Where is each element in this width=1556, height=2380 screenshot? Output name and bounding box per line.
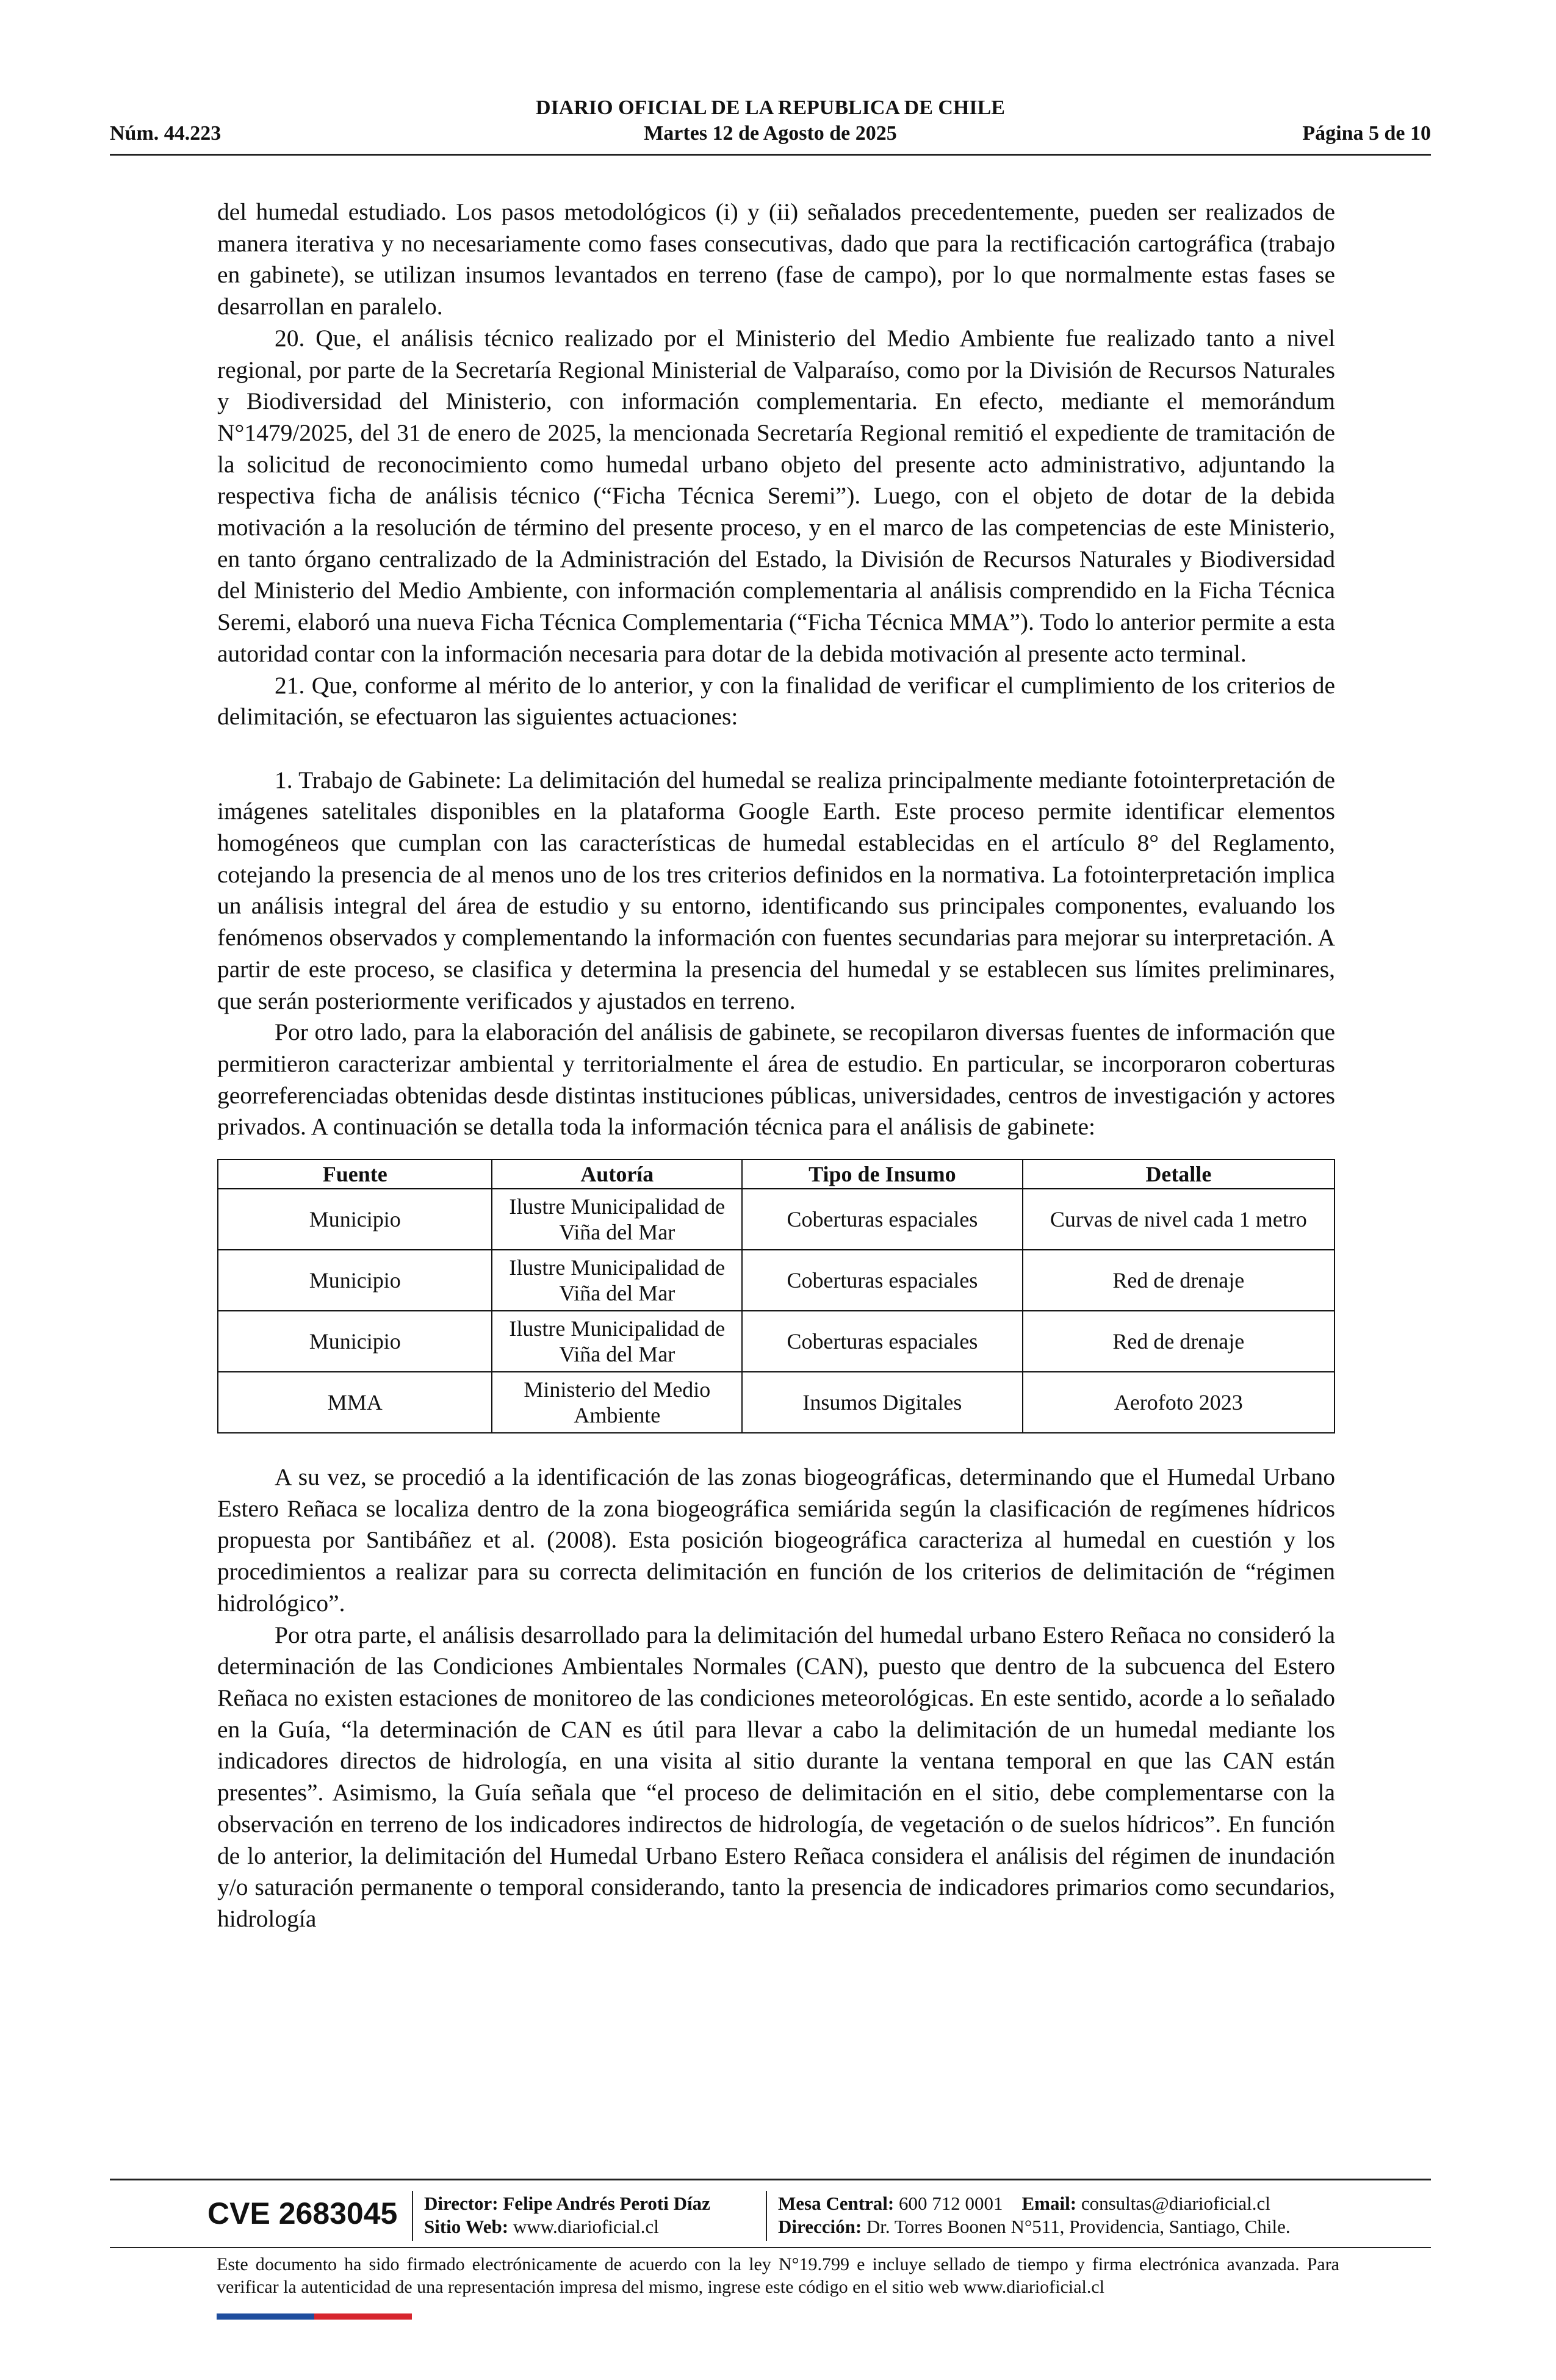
director-label: Director: — [424, 2193, 499, 2214]
flag-red-segment — [314, 2313, 412, 2320]
table-cell: MMA — [218, 1372, 492, 1433]
paragraph-condiciones-ambientales: Por otra parte, el análisis desarrollado para la delimitación del humedal urbano Estero Reñaca no consideró la determinación de las Condiciones Ambientales Normales (CAN), puesto que dentro de la subcuenca del Estero Reñaca no existen estaciones de monitoreo de las condiciones meteorológicas. En este sentido, acorde a lo señalado en la Guía, “la determinación de CAN es útil para llevar a cabo la delimitación de un humedal mediante los indicadores directos de hidrología, en una visita al sitio durante la ventana temporal en que las CAN están presentes”. Asimismo, la Guía señala que “el proceso de delimitación en el sitio, debe complementarse con la observación en terreno de los indicadores indirectos de hidrología, de vegetación o de suelos hídricos”. En función de lo anterior, la delimitación del Humedal Urbano Estero Reñaca considera el análisis del régimen de inundación y/o saturación permanente o temporal considerando, tanto la presencia de indicadores primarios como secundarios, hidrología — [217, 1621, 1335, 1932]
website-label: Sitio Web: — [424, 2216, 509, 2237]
page-header — [110, 92, 1431, 157]
table-cell: Red de drenaje — [1023, 1250, 1334, 1311]
email-link[interactable]: consultas@diarioficial.cl — [1081, 2193, 1270, 2214]
table-cell: Red de drenaje — [1023, 1311, 1334, 1372]
paragraph-trabajo-gabinete: 1. Trabajo de Gabinete: La delimitación del humedal se realiza principalmente mediante fotointerpretación de imágenes satelitales disponibles en la plataforma Google Earth. Este proceso permite identificar elementos homogéneos que cumplan con las características de humedal establecidas en el artículo 8° del Reglamento, cotejando la presencia de al menos uno de los tres criterios definidos en la normativa. La fotointerpretación implica un análisis integral del área de estudio y su entorno, identificando sus principales componentes, evaluando los fenómenos observados y complementando la información con fuentes secundarias para mejorar su interpretación. A partir de este proceso, se clasifica y determina la presencia del humedal y se establecen sus límites preliminares, que serán posteriormente verificados y ajustados en terreno. — [217, 766, 1335, 1014]
paragraph-zonas-biogeograficas: A su vez, se procedió a la identificación de las zonas biogeográficas, determinando que el Humedal Urbano Estero Reñaca se localiza dentro de la zona biogeográfica semiárida según la clasificación de regímenes hídricos propuesta por Santibáñez et al. (2008). Esta posición biogeográfica caracteriza al humedal en cuestión y los procedimientos a realizar para su correcta delimitación en función de los criterios de delimitación de “régimen hidrológico”. — [217, 1463, 1335, 1617]
publication-title: DIARIO OFICIAL DE LA REPUBLICA DE CHILE — [536, 96, 1005, 119]
table-cell: Coberturas espaciales — [742, 1250, 1022, 1311]
cve-code: CVE 2683045 — [207, 2196, 398, 2230]
legal-notice: Este documento ha sido firmado electrónicamente de acuerdo con la ley N°19.799 e incluye sellado de tiempo y firma electrónica avanzada. Para verificar la autenticidad de una representación impresa del mismo, ingrese este código en el sitio web www.diarioficial.cl — [217, 2254, 1339, 2297]
footer-separator — [412, 2191, 413, 2241]
paragraph-20: 20. Que, el análisis técnico realizado por el Ministerio del Medio Ambiente fue realizado tanto a nivel regional, por parte de la Secretaría Regional Ministerial de Valparaíso, como por la División de Recursos Naturales y Biodiversidad del Ministerio, con información complementaria. En efecto, mediante el memorándum N°1479/2025, del 31 de enero de 2025, la mencionada Secretaría Regional remitió el expediente de tramitación de la solicitud de reconocimiento como humedal urbano objeto del presente acto administrativo, adjuntando la respectiva ficha de análisis técnico (“Ficha Técnica Seremi”). Luego, con el objeto de dotar de la debida motivación a la resolución de término del presente proceso, y en el marco de las competencias de este Ministerio, en tanto órgano centralizado de la Administración del Estado, la División de Recursos Naturales y Biodiversidad del Ministerio del Medio Ambiente, con información complementaria al análisis comprendido en la Ficha Técnica Seremi, elaboró una nueva Ficha Técnica Complementaria (“Ficha Técnica MMA”). Todo lo anterior permite a esta autoridad contar con la información necesaria para dotar de la debida motivación al presente acto terminal. — [217, 324, 1335, 667]
column-header: Fuente — [218, 1159, 492, 1189]
footer-director-block — [424, 2192, 710, 2238]
table-cell: Coberturas espaciales — [742, 1189, 1022, 1250]
footer-divider — [110, 2179, 1431, 2180]
table-header-row — [218, 1159, 1334, 1189]
sources-table — [217, 1159, 1335, 1433]
table-cell: Municipio — [218, 1250, 492, 1311]
flag-blue-segment — [217, 2313, 314, 2320]
paragraph-21: 21. Que, conforme al mérito de lo anterior, y con la finalidad de verificar el cumplimiento de los criterios de delimitación, se efectuaron las siguientes actuaciones: — [217, 671, 1335, 730]
column-header: Tipo de Insumo — [742, 1159, 1022, 1189]
email-label: Email: — [1021, 2193, 1077, 2214]
paragraph-fuentes-informacion: Por otro lado, para la elaboración del análisis de gabinete, se recopilaron diversas fuentes de información que permitieron caracterizar ambiental y territorialmente el área de estudio. En particular, se incorporaron coberturas georreferenciadas obtenidas desde distintas instituciones públicas, universidades, centros de investigación y actores privados. A continuación se detalla toda la información técnica para el análisis de gabinete: — [217, 1019, 1335, 1141]
table-cell: Ministerio del Medio Ambiente — [492, 1372, 742, 1433]
table-row — [218, 1372, 1334, 1433]
table-cell: Ilustre Municipalidad de Viña del Mar — [492, 1250, 742, 1311]
phone-number: 600 712 0001 — [899, 2193, 1003, 2214]
table-cell: Municipio — [218, 1189, 492, 1250]
header-divider — [110, 154, 1431, 156]
table-cell: Ilustre Municipalidad de Viña del Mar — [492, 1189, 742, 1250]
footer-contact-block — [778, 2192, 1291, 2238]
document-body — [217, 197, 1335, 1935]
footer-separator — [766, 2191, 767, 2241]
issue-number: Núm. 44.223 — [110, 122, 222, 145]
page-number: Página 5 de 10 — [1302, 122, 1431, 145]
address-value: Dr. Torres Boonen N°511, Providencia, Santiago, Chile. — [866, 2216, 1291, 2237]
table-cell: Ilustre Municipalidad de Viña del Mar — [492, 1311, 742, 1372]
table-row — [218, 1189, 1334, 1250]
table-cell: Aerofoto 2023 — [1023, 1372, 1334, 1433]
paragraph-continuation: del humedal estudiado. Los pasos metodológicos (i) y (ii) señalados precedentemente, pueden ser realizados de manera iterativa y no necesariamente como fases consecutivas, dado que para la rectificación cartográfica (trabajo en gabinete), se utilizan insumos levantados en terreno (fase de campo), por lo que normalmente estas fases se desarrollan en paralelo. — [217, 198, 1335, 320]
website-link[interactable]: www.diarioficial.cl — [513, 2216, 659, 2237]
table-cell: Curvas de nivel cada 1 metro — [1023, 1189, 1334, 1250]
page-footer — [110, 2179, 1431, 2337]
table-cell: Insumos Digitales — [742, 1372, 1022, 1433]
column-header: Detalle — [1023, 1159, 1334, 1189]
address-label: Dirección: — [778, 2216, 862, 2237]
table-row — [218, 1311, 1334, 1372]
footer-divider — [110, 2247, 1431, 2248]
table-row — [218, 1250, 1334, 1311]
paragraph-spacer — [217, 733, 1335, 765]
table-cell: Municipio — [218, 1311, 492, 1372]
phone-label: Mesa Central: — [778, 2193, 895, 2214]
publication-date: Martes 12 de Agosto de 2025 — [644, 122, 897, 145]
director-name: Felipe Andrés Peroti Díaz — [503, 2193, 710, 2214]
flag-color-bar — [217, 2313, 412, 2320]
column-header: Autoría — [492, 1159, 742, 1189]
table-cell: Coberturas espaciales — [742, 1311, 1022, 1372]
